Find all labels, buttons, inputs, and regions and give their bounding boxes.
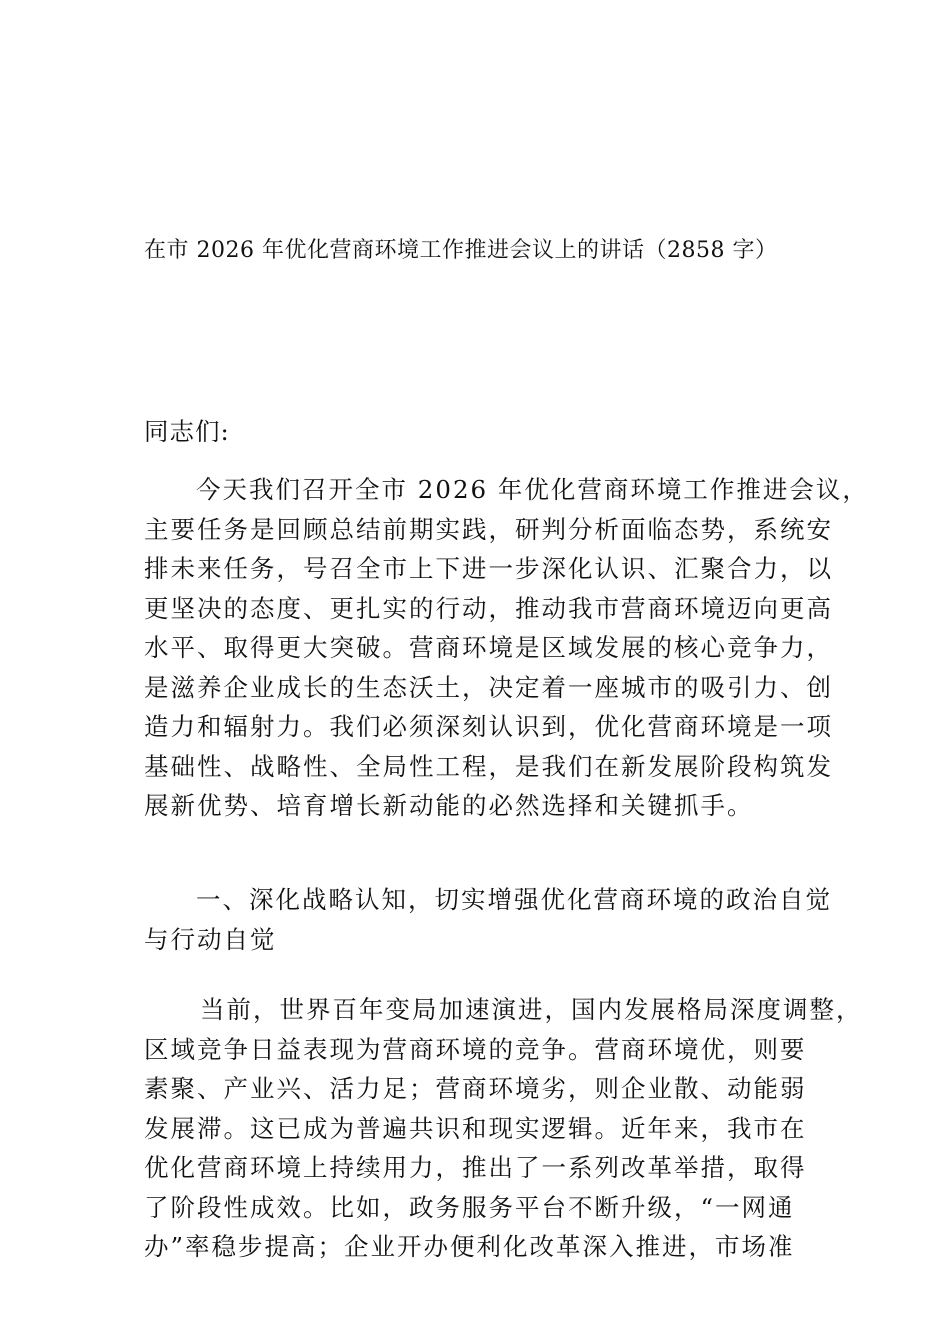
paragraph-line: 优化营商环境上持续用力，推出了一系列改革举措，取得 xyxy=(144,1153,807,1182)
paragraph-line: 排未来任务，号召全市上下进一步深化认识、汇聚合力，以 xyxy=(144,554,833,583)
paragraph-line: 水平、取得更大突破。营商环境是区域发展的核心竞争力， xyxy=(144,633,833,662)
paragraph-2 xyxy=(144,990,863,1267)
paragraph-1 xyxy=(144,470,869,826)
paragraph-line: 今天我们召开全市 2026 年优化营商环境工作推进会议， xyxy=(196,475,869,504)
paragraph-line: 素聚、产业兴、活力足；营商环境劣，则企业散、动能弱 xyxy=(144,1074,807,1103)
paragraph-line: 更坚决的态度、更扎实的行动，推动我市营商环境迈向更高 xyxy=(144,593,833,623)
paragraph-line: 是滋养企业成长的生态沃土，决定着一座城市的吸引力、创 xyxy=(144,672,833,702)
heading-line: 与行动自觉 xyxy=(144,924,277,954)
paragraph-line: 了阶段性成效。比如，政务服务平台不断升级，“一网通 xyxy=(144,1192,795,1222)
section-heading-1 xyxy=(144,880,834,959)
paragraph-line: 当前，世界百年变局加速演进，国内发展格局深度调整， xyxy=(200,995,863,1024)
paragraph-line: 造力和辐射力。我们必须深刻认识到，优化营商环境是一项 xyxy=(144,712,833,741)
paragraph-line: 主要任务是回顾总结前期实践，研判分析面临态势，系统安 xyxy=(144,514,833,544)
salutation: 同志们: xyxy=(144,417,230,446)
paragraph-line: 办”率稳步提高；企业开办便利化改革深入推进，市场准 xyxy=(144,1232,795,1261)
paragraph-line: 展新优势、培育增长新动能的必然选择和关键抓手。 xyxy=(144,791,754,820)
document-title: 在市 2026 年优化营商环境工作推进会议上的讲话（2858 字） xyxy=(144,238,778,263)
paragraph-line: 发展滞。这已成为普遍共识和现实逻辑。近年来，我市在 xyxy=(144,1113,807,1143)
paragraph-line: 区域竞争日益表现为营商环境的竞争。营商环境优，则要 xyxy=(144,1034,807,1064)
paragraph-line: 基础性、战略性、全局性工程，是我们在新发展阶段构筑发 xyxy=(144,751,833,781)
heading-line: 一、深化战略认知，切实增强优化营商环境的政治自觉 xyxy=(196,885,832,914)
